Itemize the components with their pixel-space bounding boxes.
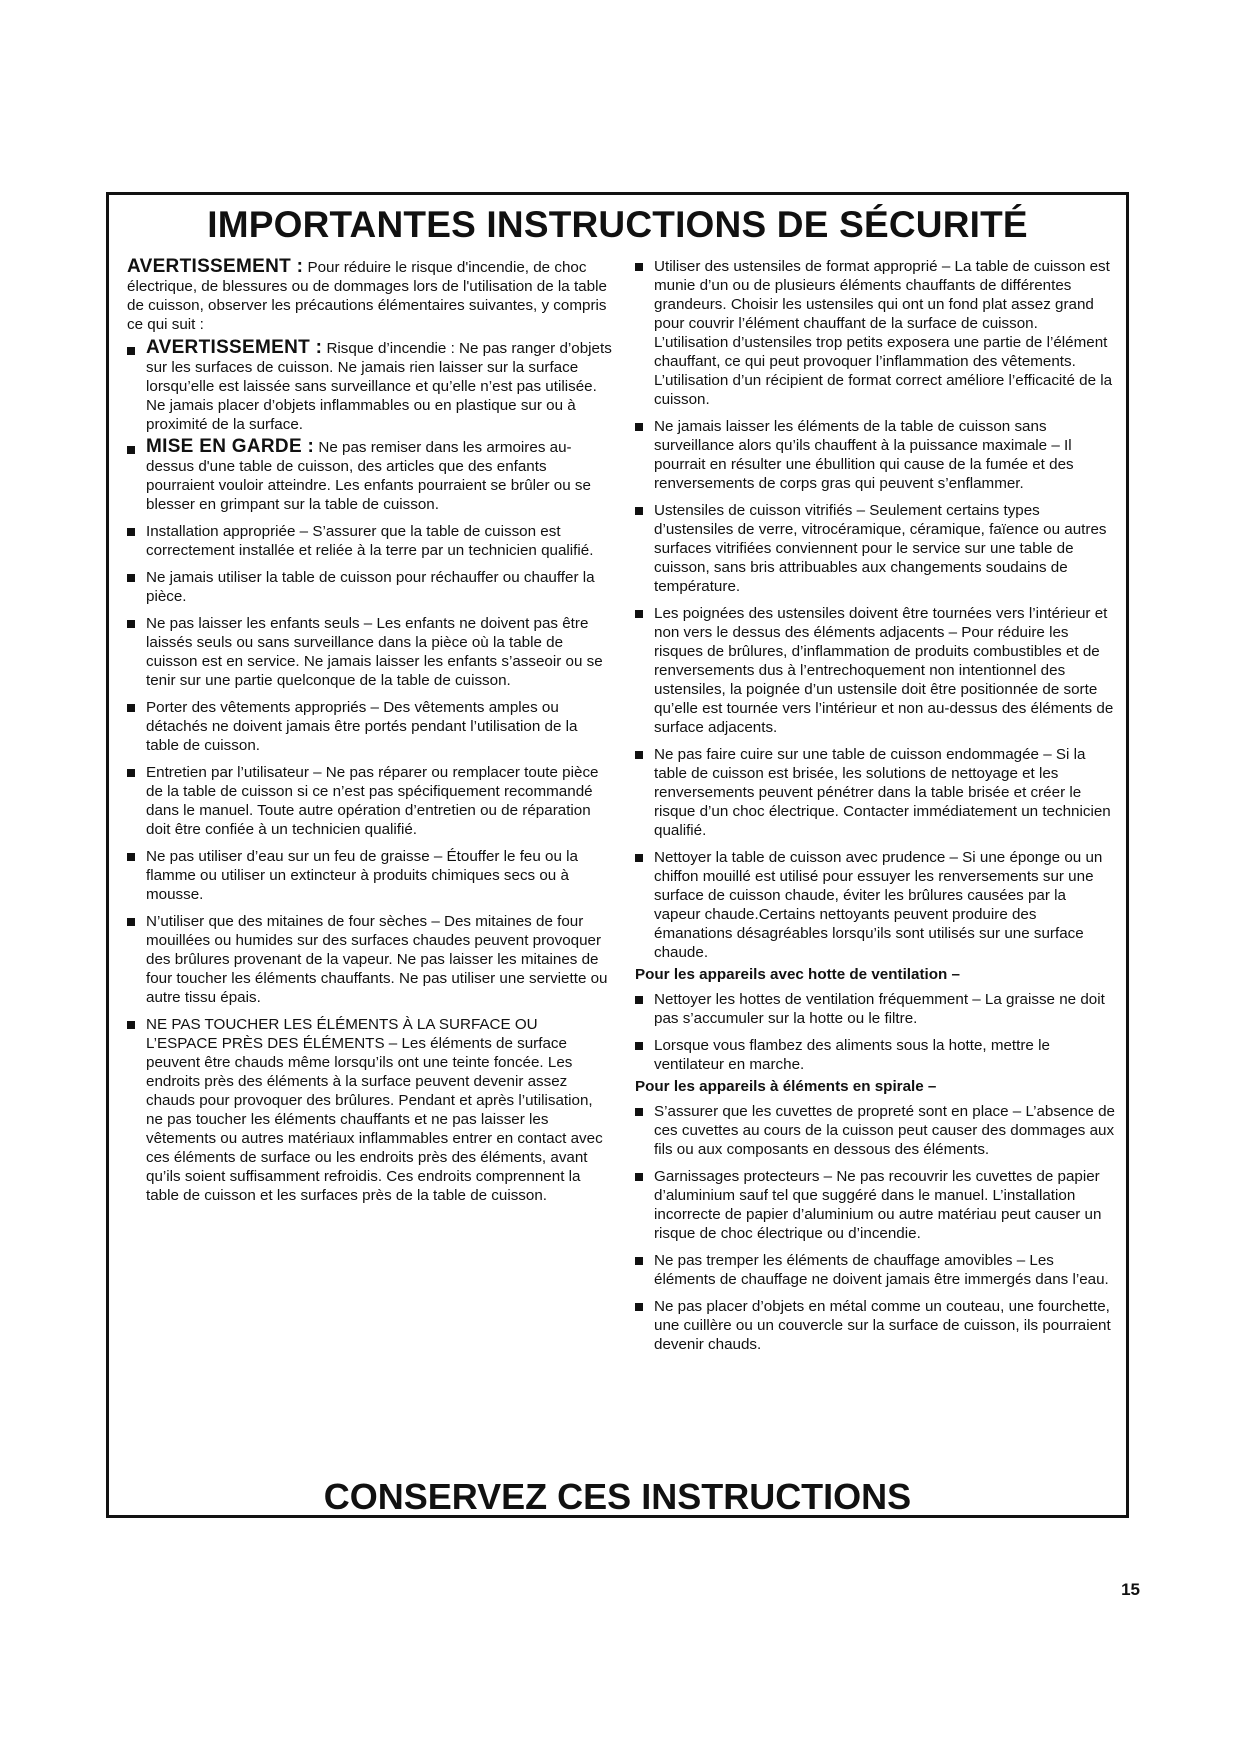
hood-list xyxy=(635,990,1115,1074)
intro-paragraph xyxy=(127,257,613,334)
safety-instructions-box xyxy=(106,192,1129,1518)
list-item xyxy=(127,338,613,434)
list-item: Ne jamais utiliser la table de cuisson pour réchauffer ou chauffer la pièce. xyxy=(127,568,613,606)
list-item: Ne pas placer d’objets en métal comme un couteau, une fourchette, une cuillère ou un couvercle sur la surface de cuisson, ils pourraient devenir chauds. xyxy=(635,1297,1115,1354)
left-column xyxy=(127,257,613,1213)
list-item: Lorsque vous flambez des aliments sous la hotte, mettre le ventilateur en marche. xyxy=(635,1036,1115,1074)
coil-list xyxy=(635,1102,1115,1354)
list-item xyxy=(127,437,613,514)
intro-text: Pour réduire le risque d'incendie, de choc électrique, de blessures ou de dommages lors de l'utilisation de la table de cuisson, observer les précautions élémentaires suivantes, y compris ce qui suit : xyxy=(127,259,607,333)
item-text: Risque d’incendie : Ne pas ranger d’objets sur les surfaces de cuisson. Ne jamais rien laisser sur la surface lorsqu’elle est laissée sans surveillance et qu’elle n’est pas utilisée. Ne jamais placer d’objets inflammables ou en plastique sur ou à proximité de la surface. xyxy=(146,340,612,433)
hood-heading: Pour les appareils avec hotte de ventilation – xyxy=(635,966,960,983)
list-item: Utiliser des ustensiles de format approprié – La table de cuisson est munie d’un ou de plusieurs éléments chauffants de différentes grandeurs. Choisir les ustensiles qui ont un fond plat assez grand pour couvrir l’élément chauffant de la surface de cuisson. L’utilisation d’ustensiles trop petits exposera une partie de l’élément chauffant, ce qui peut provoquer l’inflammation des vêtements. L’utilisation d’un récipient de format correct améliore l’efficacité de la cuisson. xyxy=(635,257,1115,409)
list-item: S’assurer que les cuvettes de propreté sont en place – L’absence de ces cuvettes au cours de la cuisson peut causer des dommages aux fils ou aux composants en dessous des éléments. xyxy=(635,1102,1115,1159)
page-number: 15 xyxy=(1121,1580,1140,1599)
right-column xyxy=(635,257,1115,1362)
list-item: Les poignées des ustensiles doivent être tournées vers l’intérieur et non vers le dessus des éléments adjacents – Pour réduire les risques de brûlures, d’inflammation de produits combustibles et de renversements dus à l’entrechoquement non intentionnel des ustensiles, la poignée d’un ustensile doit être positionnée de sorte qu’elle est tournée vers l’intérieur et non au-dessus des éléments de surface adjacents. xyxy=(635,604,1115,737)
item-lead: MISE EN GARDE : xyxy=(146,436,315,457)
list-item: Porter des vêtements appropriés – Des vêtements amples ou détachés ne doivent jamais être portés pendant l’utilisation de la table de cuisson. xyxy=(127,698,613,755)
item-text: Ne pas remiser dans les armoires au-dessus d'une table de cuisson, des articles que des enfants pourraient vouloir atteindre. Les enfants pourraient se brûler ou se blesser en grimpant sur la table de cuisson. xyxy=(146,439,591,513)
list-item: Ne pas faire cuire sur une table de cuisson endommagée – Si la table de cuisson est brisée, les solutions de nettoyage et les renversements peuvent pénétrer dans la table brisée et créer le risque d’un choc électrique. Contacter immédiatement un technicien qualifié. xyxy=(635,745,1115,840)
list-item: Ne jamais laisser les éléments de la table de cuisson sans surveillance alors qu’ils chauffent à la puissance maximale – Il pourrait en résulter une ébullition qui cause de la fumée et des renversements de corps gras qui peuvent s’enflammer. xyxy=(635,417,1115,493)
list-item: Ne pas laisser les enfants seuls – Les enfants ne doivent pas être laissés seuls ou sans surveillance dans la pièce où la table de cuisson est en service. Ne jamais laisser les enfants s’asseoir ou se tenir sur une partie quelconque de la table de cuisson. xyxy=(127,614,613,690)
list-item: Nettoyer la table de cuisson avec prudence – Si une éponge ou un chiffon mouillé est utilisé pour essuyer les renversements sur une surface de cuisson chaude, éviter les brûlures causées par la vapeur chaude.Certains nettoyants peuvent produire des émanations désagréables lorsqu’ils sont utilisés sur une surface chaude. xyxy=(635,848,1115,962)
right-list xyxy=(635,257,1115,962)
list-item: Ne pas tremper les éléments de chauffage amovibles – Les éléments de chauffage ne doivent jamais être immergés dans l’eau. xyxy=(635,1251,1115,1289)
coil-heading: Pour les appareils à éléments en spirale – xyxy=(635,1078,937,1095)
list-item: Installation appropriée – S’assurer que la table de cuisson est correctement installée et reliée à la terre par un technicien qualifié. xyxy=(127,522,613,560)
list-item: Ne pas utiliser d’eau sur un feu de graisse – Étouffer le feu ou la flamme ou utiliser un extincteur à produits chimiques secs ou à mousse. xyxy=(127,847,613,904)
list-item: Ustensiles de cuisson vitrifiés – Seulement certains types d’ustensiles de verre, vitrocéramique, céramique, faïence ou autres surfaces vitrifiées conviennent pour le service sur une table de cuisson, sans bris attribuables aux changements soudains de température. xyxy=(635,501,1115,596)
list-item: N’utiliser que des mitaines de four sèches – Des mitaines de four mouillées ou humides sur des surfaces chaudes peuvent provoquer des brûlures provenant de la vapeur. Ne pas laisser les mitaines de four toucher les éléments chauffants. Ne pas utiliser une serviette ou autre tissu épais. xyxy=(127,912,613,1007)
list-item: NE PAS TOUCHER LES ÉLÉMENTS À LA SURFACE OU L’ESPACE PRÈS DES ÉLÉMENTS – Les éléments de surface peuvent être chauds même lorsqu’ils ont une teinte foncée. Les endroits près des éléments à la surface peuvent devenir assez chauds pour provoquer des brûlures. Pendant et après l’utilisation, ne pas toucher les éléments chauffants et ne pas laisser les vêtements ou autres matériaux inflammables entrer en contact avec ces éléments de surface ou les endroits près des éléments, avant qu’ils soient suffisamment refroidis. Ces endroits comprennent la table de cuisson et les surfaces près de la table de cuisson. xyxy=(127,1015,613,1205)
list-item: Garnissages protecteurs – Ne pas recouvrir les cuvettes de papier d’aluminium sauf tel que suggéré dans le manuel. L’installation incorrecte de papier d’aluminium ou autre matériau peut causer un risque de choc électrique ou d’incendie. xyxy=(635,1167,1115,1243)
intro-lead: AVERTISSEMENT : xyxy=(127,256,304,277)
list-item: Entretien par l’utilisateur – Ne pas réparer ou remplacer toute pièce de la table de cuisson si ce n’est pas spécifiquement recommandé dans le manuel. Toute autre opération d’entretien ou de réparation doit être confiée à un technicien qualifié. xyxy=(127,763,613,839)
list-item: Nettoyer les hottes de ventilation fréquemment – La graisse ne doit pas s’accumuler sur la hotte ou le filtre. xyxy=(635,990,1115,1028)
footer-title: CONSERVEZ CES INSTRUCTIONS xyxy=(323,1476,912,1517)
page-title: IMPORTANTES INSTRUCTIONS DE SÉCURITÉ xyxy=(207,204,1028,245)
left-list xyxy=(127,338,613,1205)
item-lead: AVERTISSEMENT : xyxy=(146,337,323,358)
